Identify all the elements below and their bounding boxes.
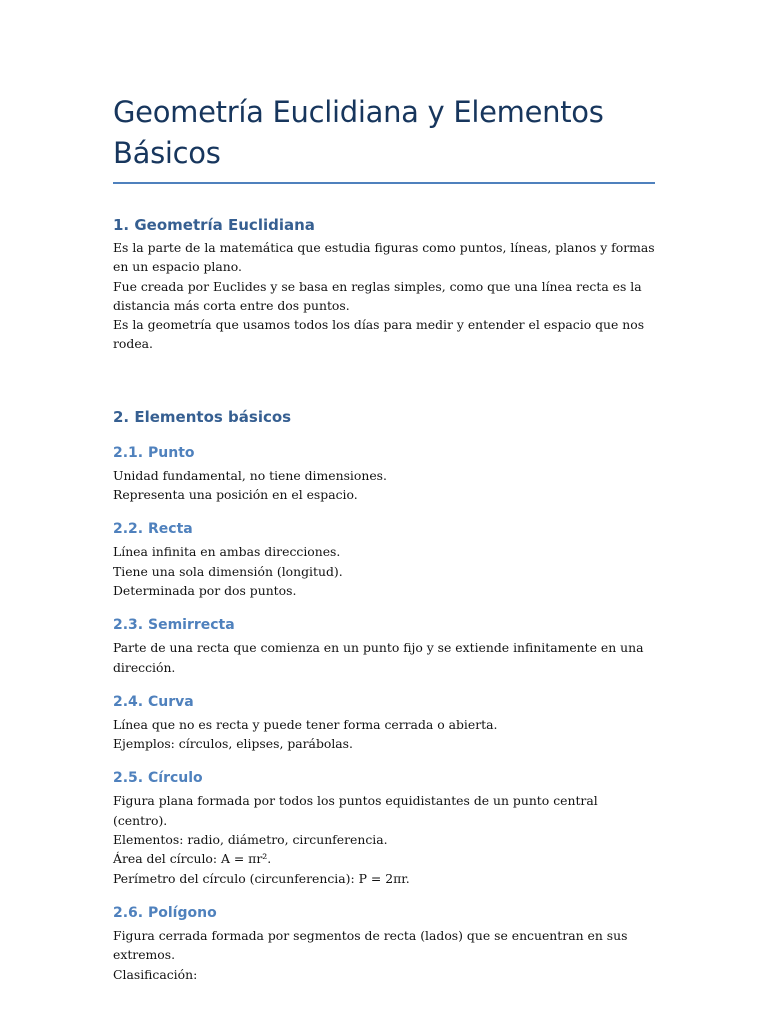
section-heading: 2. Elementos básicos bbox=[113, 407, 292, 426]
paragraph: Es la geometría que usamos todos los días para medir y entender el espacio que nos rodea. bbox=[113, 317, 645, 352]
paragraph: Tiene una sola dimensión (longitud). bbox=[113, 563, 343, 579]
section-heading: 1. Geometría Euclidiana bbox=[113, 216, 315, 234]
paragraph: Unidad fundamental, no tiene dimensiones. bbox=[113, 467, 387, 483]
subsection-heading-curva: 2.4. Curva bbox=[113, 693, 194, 710]
paragraph: Representa una posición en el espacio. bbox=[113, 487, 358, 503]
subsection-heading-circulo: 2.5. Círculo bbox=[113, 770, 203, 787]
paragraph: Figura cerrada formada por segmentos de recta (lados) que se encuentran en sus extremos. bbox=[113, 927, 628, 963]
paragraph: Perímetro del círculo (circunferencia): P = 2πr. bbox=[113, 870, 410, 886]
document-page bbox=[113, 92, 655, 984]
title-divider bbox=[113, 182, 655, 184]
subsection-heading-recta: 2.2. Recta bbox=[113, 521, 193, 538]
subsection-heading-punto: 2.1. Punto bbox=[113, 444, 195, 461]
subsection-heading-semirrecta: 2.3. Semirrecta bbox=[113, 617, 235, 634]
paragraph: Ejemplos: círculos, elipses, parábolas. bbox=[113, 736, 353, 752]
section-elementos-basicos bbox=[113, 407, 655, 984]
paragraph: Línea infinita en ambas direcciones. bbox=[113, 544, 341, 560]
paragraph: Determinada por dos puntos. bbox=[113, 582, 297, 598]
paragraph: Línea que no es recta y puede tener forma cerrada o abierta. bbox=[113, 716, 498, 732]
paragraph: Parte de una recta que comienza en un punto fijo y se extiende infinitamente en una dirección. bbox=[113, 640, 644, 675]
paragraph: Es la parte de la matemática que estudia figuras como puntos, líneas, planos y formas en un espacio plano. bbox=[113, 240, 655, 275]
subsection-heading-poligono: 2.6. Polígono bbox=[113, 904, 217, 921]
section-geometria-euclidiana bbox=[113, 215, 655, 354]
paragraph: Elementos: radio, diámetro, circunferencia. bbox=[113, 832, 388, 848]
paragraph: Clasificación: bbox=[113, 966, 198, 982]
document-title: Geometría Euclidiana y Elementos Básicos bbox=[113, 95, 604, 170]
paragraph: Fue creada por Euclides y se basa en reglas simples, como que una línea recta es la distancia más corta entre dos puntos. bbox=[113, 278, 642, 313]
paragraph: Figura plana formada por todos los puntos equidistantes de un punto central (centro). bbox=[113, 793, 598, 828]
paragraph: Área del círculo: A = πr². bbox=[113, 851, 272, 867]
